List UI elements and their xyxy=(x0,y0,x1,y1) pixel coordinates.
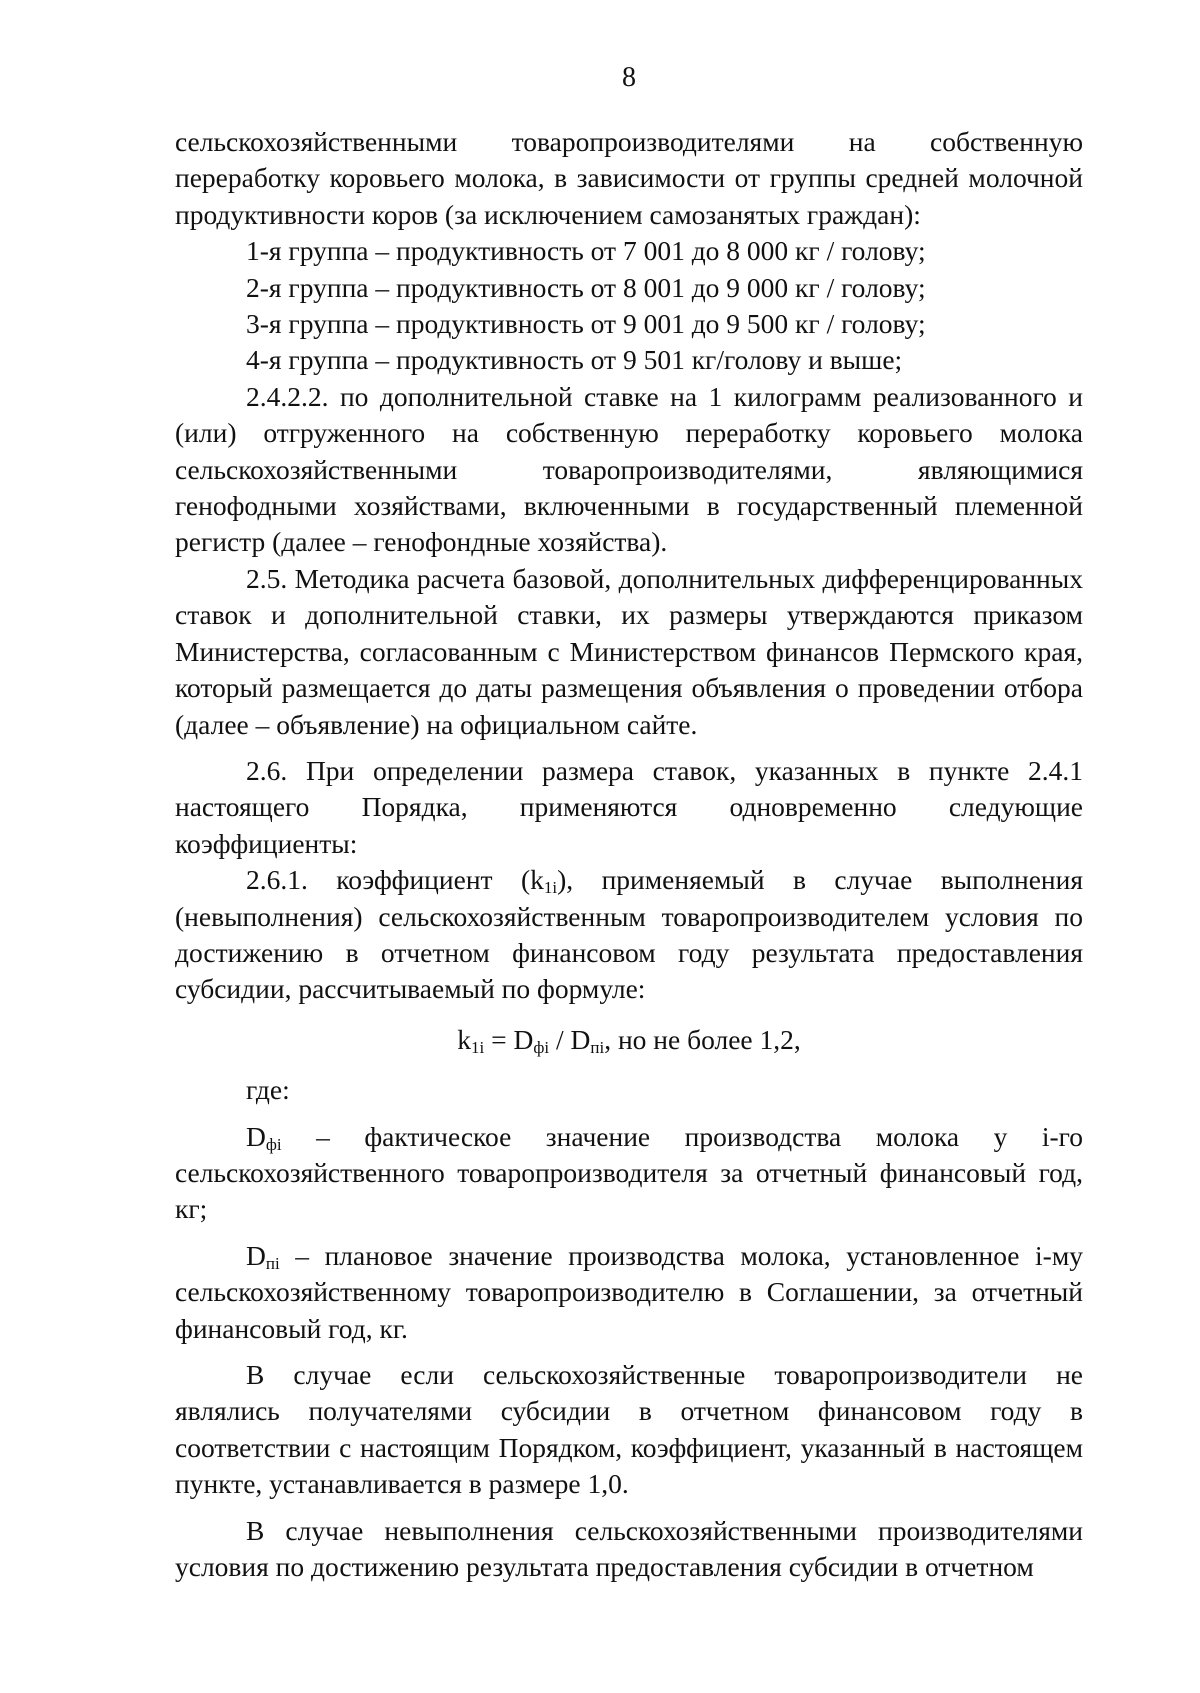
formula-tail: , но не более 1,2, xyxy=(604,1023,801,1055)
formula-k-subscript: 1i xyxy=(471,1037,485,1057)
where-label: где: xyxy=(246,1074,290,1106)
definition-dpi-text: – плановое значение производства молока, установленное i-му сельскохозяйственному товаропроизводителю в Соглашении, за отчетный финансовый год, кг. xyxy=(175,1239,1083,1344)
group-4-item: 4-я группа – продуктивность от 9 501 кг/голову и выше; xyxy=(246,344,903,376)
paragraph-2-6-1 xyxy=(175,862,1083,1008)
symbol-dfi-subscript: фi xyxy=(265,1134,282,1154)
group-3-item: 3-я группа – продуктивность от 9 001 до 9 500 кг / голову; xyxy=(246,308,926,340)
paragraph-continuation: сельскохозяйственными товаропроизводителями на собственную переработку коровьего молока, в зависимости от группы средней молочной продуктивности коров (за исключением самозанятых граждан): xyxy=(175,126,1083,230)
definition-dfi-text: – фактическое значение производства молока у i-го сельскохозяйственного товаропроизводителя за отчетный финансовый год, кг; xyxy=(175,1120,1083,1225)
definition-dpi xyxy=(175,1238,1083,1347)
paragraph-case-not-recipient: В случае если сельскохозяйственные товаропроизводители не являлись получателями субсидии в отчетном финансовом году в соответствии с настоящим Порядком, коэффициент, указанный в настоящем пункте, устанавливается в размере 1,0. xyxy=(175,1359,1083,1500)
paragraph-2-6-1-rest: ), применяемый в случае выполнения (невыполнения) сельскохозяйственным товаропроизводителем условия по достижению в отчетном финансовом году результата предоставления субсидии, рассчитываемый по формуле: xyxy=(175,864,1083,1005)
page-number: 8 xyxy=(622,62,636,93)
formula-equals: = D xyxy=(484,1023,534,1055)
symbol-d: D xyxy=(246,1239,266,1271)
symbol-dpi-subscript: пi xyxy=(265,1253,280,1273)
paragraph-2-5: 2.5. Методика расчета базовой, дополнительных дифференцированных ставок и дополнительной ставки, их размеры утверждаются приказом Министерства, согласованным с Министерством финансов Пермского края, который размещается до даты размещения объявления о проведении отбора (далее – объявление) на официальном сайте. xyxy=(175,562,1083,740)
group-1-item: 1-я группа – продуктивность от 7 001 до 8 000 кг / голову; xyxy=(246,235,926,267)
formula xyxy=(175,1022,1083,1058)
formula-dfi-subscript: фi xyxy=(533,1037,550,1057)
document-body xyxy=(175,124,1083,1585)
paragraph-2-4-2-2: 2.4.2.2. по дополнительной ставке на 1 килограмм реализованного и (или) отгруженного на собственную переработку коровьего молока сельскохозяйственными товаропроизводителями, являющимися генофодными хозяйствами, включенными в государственный племенной регистр (далее – генофондные хозяйства). xyxy=(175,380,1083,558)
paragraph-2-6: 2.6. При определении размера ставок, указанных в пункте 2.4.1 настоящего Порядка, применяются одновременно следующие коэффициенты: xyxy=(175,754,1083,859)
definition-dfi xyxy=(175,1119,1083,1228)
symbol-d: D xyxy=(246,1120,266,1152)
formula-dpi-subscript: пi xyxy=(590,1037,605,1057)
paragraph-case-not-fulfilled: В случае невыполнения сельскохозяйственными производителями условия по достижению результата предоставления субсидии в отчетном xyxy=(175,1514,1083,1583)
group-2-item: 2-я группа – продуктивность от 8 001 до 9 000 кг / голову; xyxy=(246,271,926,303)
k-subscript: 1i xyxy=(543,878,558,898)
formula-k: k xyxy=(457,1023,472,1055)
formula-slash: / D xyxy=(549,1023,591,1055)
paragraph-2-6-1-start: 2.6.1. коэффициент (k xyxy=(246,864,544,896)
